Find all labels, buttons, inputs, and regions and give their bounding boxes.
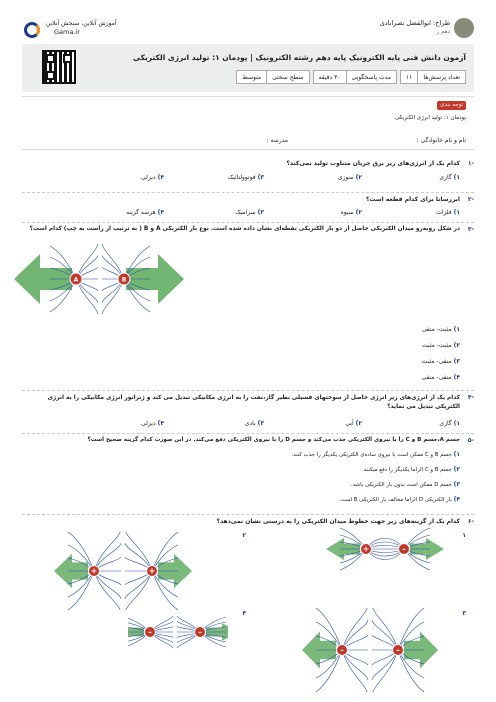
qr-code-icon (42, 50, 76, 84)
field-lines (68, 532, 178, 610)
option-3[interactable]: ۳) بادی (244, 420, 264, 427)
option-1[interactable]: ۱) گازی (439, 420, 460, 427)
name-field-label: نام و نام خانوادگی : (416, 137, 466, 144)
question-2 (22, 196, 474, 222)
q6-figure-3[interactable] (272, 608, 472, 692)
question-text: کدام یک از گزینه‌های زیر جهت خطوط میدان الکتریکی را به درستی نشان نمی‌دهد؟ (216, 518, 460, 525)
option-2[interactable]: ۲) سیوه (340, 209, 362, 216)
option-4[interactable]: ۴) دیزلی (141, 420, 164, 427)
option-4[interactable]: ۴) منفی- منفی (421, 374, 460, 381)
option-3[interactable]: ۳) سرامیک (235, 209, 264, 216)
field-lines (340, 528, 430, 570)
option-2-number[interactable]: ۲ (242, 532, 246, 539)
question-text: ابررسانا برای کدام قطعه است؟ (365, 196, 460, 203)
option-4[interactable]: ۴) دیزلی (141, 174, 164, 181)
right-charge-sign: - (396, 645, 400, 655)
header (0, 0, 496, 96)
question-number: -۳ (467, 226, 474, 233)
avatar (454, 18, 474, 38)
info-section (22, 96, 474, 150)
question-number: -۱ (467, 160, 474, 167)
stats-row (216, 70, 466, 84)
option-3[interactable]: ۳) جسم D ممکن است بدون بار الکتریکی باشد. (351, 481, 460, 488)
site-name: آموزش آنلاین، سنجش آنلاین (46, 20, 117, 27)
question-number: -۶ (467, 518, 474, 525)
stat-question-count: تعداد پرسش‌ها ۱۱ (400, 70, 466, 84)
site-logo (24, 18, 144, 42)
question-number: -۴ (467, 394, 474, 401)
q3-field-figure (14, 240, 184, 318)
option-3[interactable]: ۳) منفی- مثبت (421, 358, 460, 365)
designer-name: طراح: ابوالفضل نصرابادی (379, 19, 450, 27)
left-charge-sign: + (362, 544, 370, 554)
option-1[interactable]: ۱) گازی (439, 174, 460, 181)
charge-a-label: A (73, 276, 79, 284)
option-2[interactable]: ۲) جسم B و C الزاما یکدیگر را دفع میکنند. (362, 466, 460, 473)
left-charge-sign: + (90, 566, 98, 576)
stat-duration: مدت پاسخگویی ۳۰ دقیقه (313, 70, 397, 84)
option-2[interactable]: ۲) مثبت- مثبت (422, 342, 460, 349)
page-title: آزمون دانش فنی پایه الکترونیک پایه دهم رشته الکترونیک | پودمان ۱: تولید انرژی الکتریکی (133, 53, 466, 62)
left-charge-sign: - (340, 645, 344, 655)
gama-logo-icon (24, 22, 40, 38)
stat-difficulty: سطح سختی متوسط (236, 70, 309, 84)
charge-b-label: B (121, 276, 127, 284)
designer-date: دهم ر (436, 29, 450, 35)
option-3-number[interactable]: ۳ (462, 610, 466, 617)
q6-figure-2[interactable] (22, 532, 232, 610)
designer-block (354, 18, 474, 42)
question-number: -۲ (467, 196, 474, 203)
option-1-number[interactable]: ۱ (462, 532, 466, 539)
option-4-number[interactable]: ۴ (242, 610, 246, 617)
school-field-label: مدرسه : (266, 137, 288, 144)
question-1 (22, 160, 474, 190)
title-bar (22, 44, 474, 92)
question-text: در شکل روبه‌رو میدان الکتریکی حاصل از دو بار الکتریکی نقطه‌ای نشان داده شده است. نوع بار الکتریکی A و B ( به ترتیب از راست به چپ) کدام است؟ (29, 226, 460, 232)
right-charge-sign: + (148, 566, 156, 576)
right-charge-sign: - (198, 627, 202, 637)
option-2[interactable]: ۲) سوزی (337, 174, 362, 181)
option-1[interactable]: ۱) جسم B و C ممکن است با نیروی ساده‌ی الکتریکی یکدیگر را جذب کنند. (291, 451, 460, 458)
question-number: -۵ (467, 437, 474, 444)
site-url: Gama.ir (54, 28, 80, 36)
question-5 (22, 437, 474, 513)
option-4[interactable]: ۴) هرسه گزینه (126, 209, 164, 216)
question-text: کدام یک از انرژی‌های زیر انرژی حاصل از سوختهای فسیلی نظیر گاز،نفت را به انرژی مکانیکی تبدیل می کند و ژنراتور انرژی مکانیکی را به انرژی الکتریکی تبدیل می نماید؟ (47, 395, 460, 410)
left-charge-sign: - (148, 627, 152, 637)
option-1[interactable]: ۱) مثبت- منفی (421, 326, 460, 333)
option-1[interactable]: ۱) فلزات (436, 209, 460, 216)
option-3[interactable]: ۳) فوتوولتائیک (227, 174, 264, 181)
scope-text: پودمان ۱: تولید انرژی الکتریکی (394, 115, 466, 121)
q6-figure-1[interactable] (302, 524, 444, 574)
question-text: کدام یک از انرژی‌های زیر برق جریان متناوب تولید نمی‌کند؟ (286, 160, 460, 167)
option-4[interactable]: ۴) بار الکتریکی D الزاما مخالف بار الکتریکی B است. (338, 496, 460, 503)
field-lines (128, 616, 226, 648)
section-tag: توجه بندی (437, 101, 466, 110)
field-lines (316, 608, 424, 692)
right-charge-sign: - (402, 544, 406, 554)
question-text: جسم A،جسم B و C را با نیروی الکتریکی جذب می‌کند و جسم D را با نیروی الکتریکی دفع می‌کند. در این صورت کدام گزینه صحیح است؟ (87, 437, 460, 443)
option-2[interactable]: ۲) آبی (345, 420, 362, 427)
q6-figure-4[interactable] (128, 612, 228, 652)
question-4 (22, 394, 474, 432)
